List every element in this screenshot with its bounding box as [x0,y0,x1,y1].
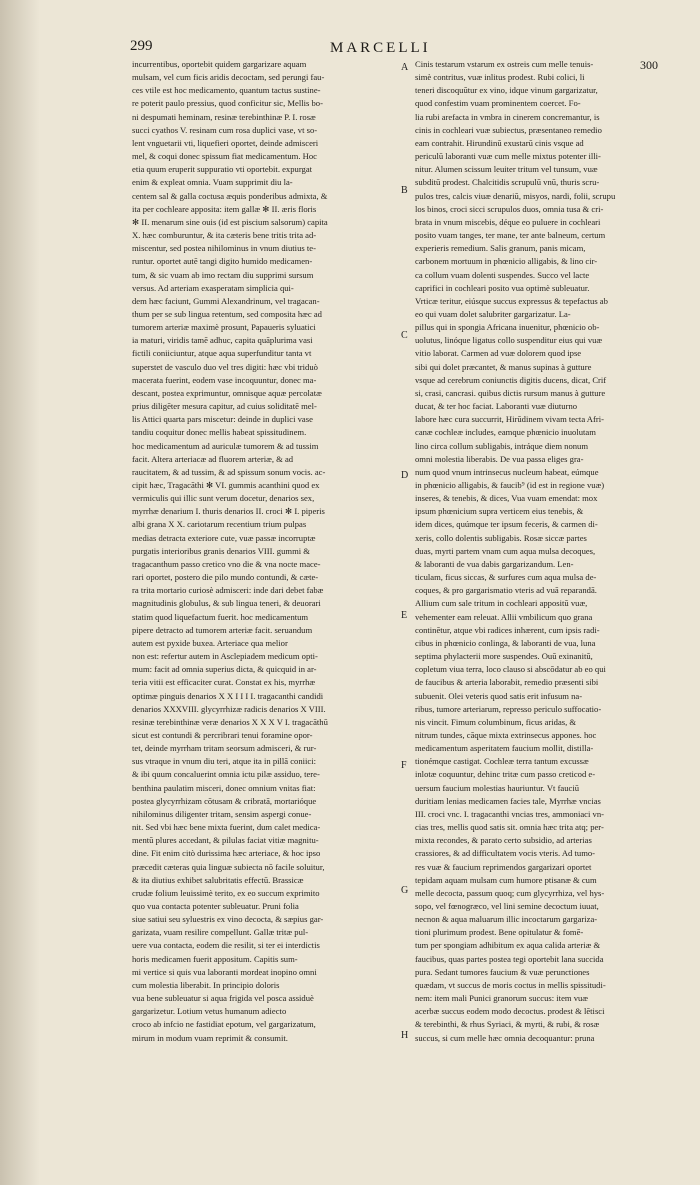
text-line: crassiores, & ad difficultatem vocis vteris. Ad tumo- [415,848,596,859]
text-line: mentū plures accedant, & pilulas faciat vitiæ magnitu- [132,835,319,846]
text-line: medias detracta exteriore cute, vuæ passæ incorruptæ [132,532,316,543]
text-line: statim quod liquefactum fuerit. hoc medicamentum [132,611,309,622]
text-line: vehementer eam releuat. Allii vmbilicum quo grana [415,611,593,622]
text-line: los binos, croci sicci scrupulos duos, omnia tusa & cri- [415,203,604,214]
text-line: copletum viua terra, loco clauso si abscōdatur ab eo qui [415,664,606,675]
text-line: duritiam lenias medicamen facies tale, Myrrhæ vncias [415,795,601,806]
text-line: & ibi quum concaluerint omnia ictu pilæ assiduo, tere- [132,769,320,780]
text-line: posito vuam tanges, ter mane, ter ante balneum, certum [415,230,606,241]
text-line: & laboranti de vua dabis gargarizandum. Len- [415,558,574,569]
text-line: caprifici in cochleari posito vua optimè subleuatur. [415,282,590,293]
text-line: ni despumati heminam, resinæ terebinthinæ P. I. rosæ [132,111,316,122]
text-line: lino circa collum subligabis, intráque diem nonum [415,440,589,451]
section-marker: G [401,885,409,896]
text-line: nem: item mali Punici granorum succus: item vuæ [415,993,589,1004]
text-line: ca collum vuam dolenti suspendes. Succo vel lacte [415,269,590,280]
text-line: tepidam aquam mulsam cum humore ptisanæ & cum [415,874,597,885]
text-line: tum per spongiam adhibitum ex aqua calida arteriæ & [415,940,601,951]
text-line: subditū prodest. Chalcitidis scrupulū vnū, thuris scru- [415,177,600,188]
text-line: facit. Altera arteriacæ ad fluorem arteriæ, & ad [132,453,294,464]
text-line: descant, postea exprimuntur, omnisque aquæ percolatæ [132,387,322,398]
text-line: uere vua contacta, eodem die resilit, si ter ei interdictis [132,940,320,951]
text-line: hoc medicamentum ad auriculæ tumorem & ad tussim [132,440,319,451]
text-line: mel, & coqui donec spissum fiat medicamentum. Hoc [132,151,317,162]
text-line: nihilominus diligenter tritam, sensim aspergi conue- [132,808,312,819]
text-line: continētur, atque vbi radices inhærent, cum ipsis radi- [415,624,600,635]
text-line: inseres, & tenebis, & dices, Vua vuam emendat: mox [415,493,598,504]
text-line: ✻ II. menarum sine ouis (id est piscium salsorum) capita [132,216,328,227]
text-line: si, crasi, cancrasi. quibus dictis rursum manus à gutture [415,387,606,398]
text-line: crudæ folium leuissimè terito, ex eo succum exprimito [132,887,320,898]
text-line: succi cyathos V. resinam cum rosa duplici vase, vt so- [132,124,318,135]
page-gutter-shadow [0,0,40,1185]
text-line: enim & expleat omnia. Vuam supprimit diu la- [132,177,293,188]
text-line: gargarizetur. Lotium vetus humanum adiecto [132,1006,287,1017]
text-line: sus vtraque in vnum diu teri, atque ita in pillā coniici: [132,756,317,767]
page-number-right: 300 [640,58,658,72]
text-line: rari oportet, postero die pilo mundo contundi, & cæte- [132,572,319,583]
text-line: pulos tres, calcis viuæ denariū, misyos, nardi, folii, scrupu [415,190,616,201]
section-marker: F [401,760,407,771]
text-line: Cinis testarum vstarum ex ostreis cum melle tenuis- [415,59,594,69]
text-line: vermiculis qui illic sunt verum docetur, denarios sex, [132,493,315,504]
text-line: labore hæc cura succurrit, Hirūdinem vivam tecta Afri- [415,414,604,425]
text-line: garizata, vuam resilire compellunt. Gallæ tritæ pul- [132,927,309,938]
text-line: uolutus, linóque ligatus collo suspenditur eius qui vuæ [415,335,603,346]
text-line: pura. Sedant tumores faucium & vuæ perunctiones [415,966,590,977]
text-line: horis medicamen fuerit appositum. Capitis sum- [132,953,298,964]
text-line: canæ cochleæ includes, eamque phœnicio inuolutam [415,427,596,438]
text-line: cum molestia liberabit. In principio doloris [132,979,280,990]
text-line: tragacanthum passo cretico vno die & vna nocte mace- [132,558,321,569]
text-column-right [415,58,677,1045]
text-line: III. croci vnc. I. tragacanthi vncias tres, ammoniaci vn- [415,808,604,819]
text-line: myrrhæ denarium I. thuris denarios II. croci ✻ I. piperis [132,506,325,517]
text-line: omni molestia liberabis. De vua passa eliges gra- [415,453,584,464]
text-line: uersum faucium molestias hauriuntur. Vt fauciū [415,782,580,793]
text-line: dine. Fit enim citò durissima hæc arteriace, & hoc ipso [132,848,321,859]
text-line: simè contritus, vuæ inlitus prodest. Rubi colici, li [415,72,585,83]
text-line: siue satiui seu syluestris ex vino decocta, & sæpius gar- [132,914,324,925]
text-line: benthina paulatim misceri, donec omnium vnitas fiat: [132,782,316,793]
text-line: postea glycyrrhizam cōtusam & cribratā, mortarióque [132,795,317,806]
text-line: lia rubi arefacta in vmbra in cinerem concremantur, is [415,111,600,122]
text-line: denarios XXXVIII. glycyrrhizæ radicis denarios X VIII. [132,703,326,714]
text-line: purgatis interioribus granis denarios VIII. gummi & [132,545,310,556]
text-line: res vuæ & faucium reprimendos gargarizari oportet [415,861,592,872]
text-line: resinæ terebinthinæ veræ denarios X X X V I. tragacāthū [132,716,328,727]
text-line: nis vincit. Fimum columbinum, ficus aridas, & [415,716,577,727]
text-line: optimæ pinguis denarios X X I I I I. tragacanthi candidi [132,690,324,701]
text-line: sicut est contundi & percribrari tenui foramine opor- [132,729,313,740]
text-line: num quod vnum intrinsecus nucleum habeat, eúmque [415,466,599,477]
text-line: vsque ad cerebrum coniunctis digitis ducens, dicat, Crif [415,374,607,385]
text-line: idem dices, quúmque ter ipsum feceris, & carmen di- [415,519,598,530]
text-line: in phœnicio alligabis, & faucib⁹ (id est in regione vuæ) [415,480,605,490]
text-line: mulsam, vel cum ficis aridis decoctam, sed perungi fau- [132,72,325,83]
text-line: nitur. Alumen scissum leuiter tritum vel tunsum, vuæ [415,164,598,175]
text-line: croco ab infcio ne fastidiat epotum, vel gargarizatum, [132,1019,316,1030]
text-line: Vrticæ teritur, eiúsque succus expressus & tepefactus ab [415,295,608,306]
text-line: ducat, & ter hoc faciat. Laboranti vuæ diuturno [415,401,578,412]
text-line: centem sal & galla coctusa æquis ponderibus admixta, & [132,190,328,201]
text-line: re poterit paulo pressius, quod conficitur sic, Mellis bo- [132,98,323,109]
text-line: subuenit. Olei veteris quod satis erit infusum na- [415,690,583,701]
text-line: prius diligēter mesura capitur, ad cuius soliditatē mel- [132,401,317,412]
text-line: non est: refertur autem in Asclepiadem medicum opti- [132,651,318,662]
text-line: xeris, collo dolentis subligabis. Rosæ siccæ partes [415,532,587,543]
text-line: mum: facit ad omnia superius dicta, & quicquid in ar- [132,664,317,675]
text-line: coques, & pro gargarismatio vteris ad vuā reparandā. [415,585,597,596]
page-number-left: 299 [130,38,153,54]
text-line: etia quum eruperit suppuratio vti oportebit. expurgat [132,164,313,175]
text-line: periculū laboranti vuæ cum melle mixtus potenter illi- [415,151,601,162]
text-line: de faucibus & arteria laborabit, remedio præsenti sibi [415,677,599,688]
text-line: versus. Ad arteriam exasperatam simplicia qui- [132,282,294,293]
text-line: fictili coniiciuntur, atque aqua superfunditur tanta vt [132,348,312,359]
text-line: & terebinthi, & rhus Syriaci, & myrti, & rubi, & rosæ [415,1019,600,1030]
text-column-left [132,58,398,1045]
text-line: quo vua contacta potenter subleuatur. Pruni folia [132,901,299,911]
text-line: quod confestim vuam prominentem coercet. Fo- [415,98,581,109]
text-line: sibi qui dolet præcantet, & manus supinas à gutture [415,361,592,372]
text-line: ia maturi, viridis tamē adhuc, capita quāplurima vasi [132,335,313,346]
text-line: carbonem mortuum in phœnicio alligabis, & lino cir- [415,256,598,267]
text-line: septima phylacterii more suspendes. Ouū exinanitū, [415,651,593,662]
text-line: nit. Sed vbi hæc bene mixta fuerint, dum calet medica- [132,822,321,833]
section-marker: C [401,330,408,341]
text-line: brata in vnum miscebis, déque eo puluere in cochleari [415,216,601,227]
text-line: runtur. oportet autē tangi digito humido medicamen- [132,256,313,267]
text-line: cibus in phœnicio conlinga, & laboranti de vua, luna [415,637,596,648]
text-line: dem hæc faciunt, Gummi Alexandrinum, vel tragacan- [132,295,320,306]
text-line: pipere detracto ad tumorem arteriæ facit. seruandum [132,624,313,635]
running-head: MARCELLI [330,40,431,56]
text-line: pillus qui in spongia Africana inuenitur, phœnicio ob- [415,322,600,333]
text-line: nitrum tundes, cāque mixta extrinsecus appones. hoc [415,729,597,740]
text-line: miscentur, sed postea nihilominus in vnum diutius te- [132,243,316,254]
text-line: eo qui vuam dolet salubriter gargarizatur. La- [415,308,571,319]
text-line: melle decocta, passum quoq; cum glycyrrhiza, vel hys- [415,887,605,898]
text-line: magnitudinis globulus, & sub lingua teneri, & deuorari [132,598,321,609]
text-line: acerbæ succus eodem modo decoctus. prodest & lētisci [415,1006,605,1017]
section-marker: E [401,610,408,621]
section-marker: H [401,1030,409,1041]
text-line: sopo, vel fœnogræco, vel lini semine decoctum iuuat, [415,901,599,911]
section-marker: D [401,470,409,481]
text-line: inlotæ coquuntur, dehinc tritæ cum passo creticod e- [415,769,596,780]
text-line: vitio laborat. Carmen ad vuæ dolorem quod ipse [415,348,582,359]
text-line: raucitatem, & ad tussim, & ad spissum sonum vocis. ac- [132,466,326,477]
text-line: mirum in modum vuam reprimit & consumit. [132,1032,288,1043]
text-line: tandiu coquitur donec mellis habeat spissitudinem. [132,427,307,438]
text-line: thum per se sub lingua retentum, sed composita hæc ad [132,308,322,319]
text-line: quædam, vt succus de moris coctus in mellis spissitudi- [415,979,606,990]
text-line: teria vitii est efficaciter curat. Constat ex his, myrrhæ [132,677,316,688]
text-line: teneri discoquūtur ex vino, idque vinum gargarizatur, [415,85,598,96]
text-line: cipit hæc, Tragacāthi ✻ VI. gummis acanthini quod ex [132,480,320,490]
text-line: incurrentibus, oportebit quidem gargarizare aquam [132,59,307,69]
text-line: tum, & sic vuam ab imo rectam diu supprimi sursum [132,269,314,280]
text-line: mi vertice si quis vua laboranti mordeat inopino omni [132,966,317,977]
text-line: ita per cochleare apposita: item gallæ ✻ II. æris floris [132,203,317,214]
text-line: faucibus, quas partes postea tegi oportebit lana succida [415,953,604,964]
section-marker: A [401,62,409,73]
text-line: & ita diutius exhibet salubritatis effectū. Brassicæ [132,874,304,885]
text-line: lent vnguetarii vti, liquefieri oportet, deinde admisceri [132,137,319,148]
text-line: præcedit cæteras quia linguæ subiecta nō facile soluitur, [132,861,325,872]
text-line: eam contrahit. Hirundinū exustarū cinis vsque ad [415,137,584,148]
text-line: macerata fuerint, eodem vase incoquuntur, donec ma- [132,374,317,385]
text-line: medicamentum asperitatem faucium mollit, distilla- [415,743,594,754]
text-line: ra trita mortario curiosè admisceri: inde dari debet fabæ [132,585,324,596]
text-line: tionémque castigat. Cochleæ terra tantum excussæ [415,756,589,767]
text-line: ces vtile est hoc medicamento, quantum tactus sustine- [132,85,321,96]
text-line: cinis in cochleari vuæ subiectus, præsentaneo remedio [415,124,602,135]
text-line: duas, myrti partem vnam cum aqua mulsa decoques, [415,545,596,556]
text-line: cias tres, mellis quod satis sit. omnia hæc trita atq; per- [415,822,604,833]
text-line: necnon & aqua maluarum illic incoctarum gargariza- [415,914,598,925]
text-line: ticulam, ficus siccas, & surfures cum aqua mulsa de- [415,572,597,583]
text-line: vua bene subleuatur si aqua frigida vel posca assiduè [132,993,314,1004]
text-line: mixta recondes, & parato certo subsidio, ad arterias [415,835,592,846]
text-line: ribus, tumore arteriarum, represso periculo suffocatio- [415,703,602,714]
text-line: albi grana X X. cariotarum recentium trium pulpas [132,519,307,530]
text-line: tumorem arteriæ maximè prosunt, Papaueris syluatici [132,322,316,333]
text-line: Allium cum sale tritum in cochleari appositū vuæ, [415,598,588,609]
text-line: tioni plurimum prodest. Bene opitulatur & fomē- [415,927,584,938]
section-marker: B [401,185,408,196]
text-line: lis Attici quarta pars miscetur: deinde in duplici vase [132,414,313,425]
text-line: succus, si cum melle hæc omnia decoquantur: pruna [415,1032,595,1043]
text-line: ipsum phœnicium supra verticem eius tenebis, & [415,506,584,517]
text-line: experieris remedium. Salis granum, panis micam, [415,243,586,254]
text-line: autem est pyxide buxea. Arteriace qua melior [132,637,288,648]
text-line: superstet de vasculo duo vel tres digiti: hæc vbi triduò [132,361,318,372]
text-line: X. hæc comburuntur, & ita cæteris bene tritis trita ad- [132,230,317,241]
text-line: tet, deinde myrrham tritam seorsum admisceri, & rur- [132,743,317,754]
